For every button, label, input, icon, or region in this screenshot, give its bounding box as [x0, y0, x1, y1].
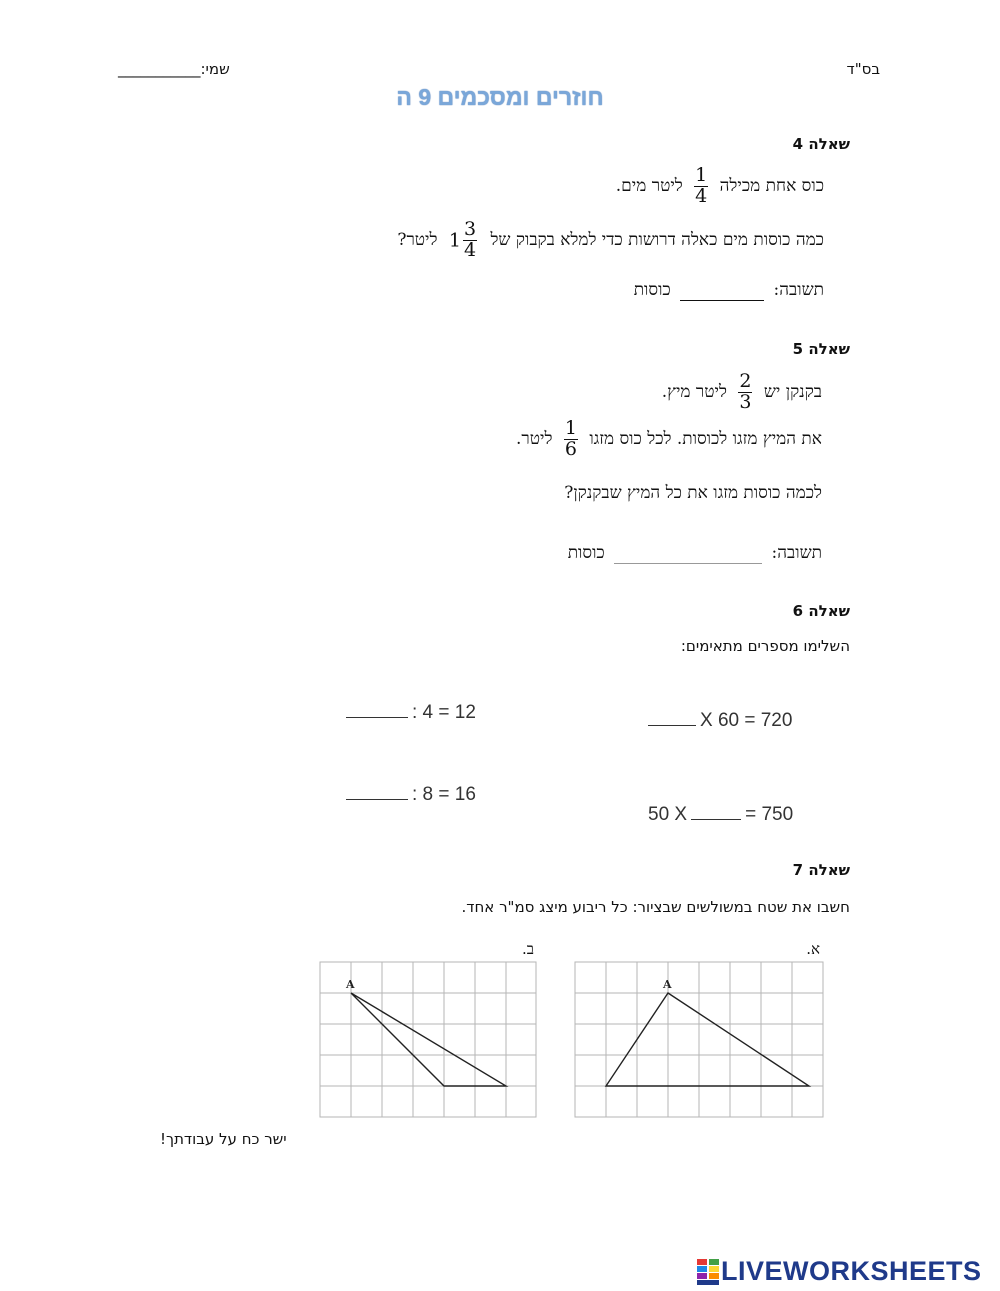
- q6-eq4-end: = 750: [745, 804, 794, 825]
- q4-title: שאלה 4: [792, 135, 850, 153]
- q4-line1-start: כוס אחת מכילה: [719, 175, 824, 196]
- q4-answer-input[interactable]: [680, 280, 764, 301]
- closing-message: ישר כח על עבודתך!: [160, 1130, 287, 1148]
- q4-answer-unit: כוסות: [633, 280, 671, 300]
- q5-line2-end: ליטר.: [515, 428, 553, 449]
- q6-eq1-blank[interactable]: [346, 716, 408, 718]
- q4-line2-start: כמה כוסות מים כאלה דרושות כדי למלא בקבוק של: [490, 229, 824, 250]
- q4-line1: [616, 166, 824, 207]
- q4-line1-end: ליטר מים.: [615, 175, 683, 196]
- q5-line2-start: את המיץ מזגו לכוסות. לכל כוס מזגו: [589, 428, 822, 449]
- q5-title: שאלה 5: [792, 340, 850, 358]
- q7-triangle-a: [606, 993, 809, 1086]
- q7-vertex-a-b: A: [346, 978, 355, 991]
- header-bsd: בס"ד: [846, 60, 880, 78]
- q4-line2: [397, 220, 824, 261]
- q7-label-a: א.: [806, 940, 820, 958]
- q4-answer-row: [634, 280, 824, 301]
- q4-line2-end: ליטר?: [397, 229, 438, 250]
- liveworksheets-logo: [697, 1256, 982, 1287]
- q6-instruction: השלימו מספרים מתאימים:: [680, 637, 850, 655]
- q6-eq2-text: X 60 = 720: [700, 710, 793, 731]
- q4-mixed-number: 1 $\frac{3}{4}$: [448, 218, 477, 261]
- q7-grid-b: [316, 958, 542, 1122]
- q5-line2: [516, 419, 822, 460]
- name-label: שמי:___________: [118, 60, 230, 78]
- q6-eq3-blank[interactable]: [346, 798, 408, 800]
- q7-vertex-a-a: A: [663, 978, 672, 991]
- q6-equation-3: [346, 784, 476, 806]
- page-title: חוזרים ומסכמים 9 ה: [396, 84, 604, 110]
- logo-blocks-icon: [697, 1259, 719, 1285]
- q6-eq2-blank[interactable]: [648, 724, 696, 726]
- q5-answer-row: [568, 543, 822, 564]
- logo-text: LIVEWORKSHEETS: [721, 1256, 982, 1286]
- q6-equation-4: [648, 804, 793, 826]
- q4-fraction-quarter: $\frac{1}{4}$: [695, 164, 708, 207]
- q4-answer-label: תשובה:: [773, 280, 824, 300]
- q6-eq1-text: : 4 = 12: [412, 702, 476, 723]
- q5-line1-start: בקנקן יש: [763, 381, 822, 402]
- q6-equation-2: [648, 710, 792, 732]
- q5-line3: לכמה כוסות מזגו את כל המיץ שבקנקן?: [564, 483, 822, 503]
- q6-eq3-text: : 8 = 16: [412, 784, 476, 805]
- q6-equation-1: [346, 702, 476, 724]
- q7-label-b: ב.: [522, 940, 534, 958]
- q5-fraction-two-thirds: $\frac{2}{3}$: [739, 370, 752, 413]
- q5-answer-input[interactable]: [614, 543, 762, 564]
- q5-fraction-sixth: $\frac{1}{6}$: [564, 417, 577, 460]
- q5-answer-label: תשובה:: [771, 543, 822, 563]
- q6-eq4-blank[interactable]: [691, 818, 741, 820]
- q5-line1: [662, 372, 822, 413]
- q7-grid-a: [571, 958, 827, 1122]
- q7-instruction: חשבו את שטח במשולשים שבציור: כל ריבוע מיצג סמ"ר אחד.: [461, 898, 850, 916]
- q6-title: שאלה 6: [792, 602, 850, 620]
- q5-answer-unit: כוסות: [567, 543, 605, 563]
- q6-eq4-start: 50 X: [648, 804, 688, 825]
- q5-line1-end: ליטר מיץ.: [661, 381, 727, 402]
- q7-title: שאלה 7: [792, 861, 850, 879]
- q7-triangle-b: [351, 993, 506, 1086]
